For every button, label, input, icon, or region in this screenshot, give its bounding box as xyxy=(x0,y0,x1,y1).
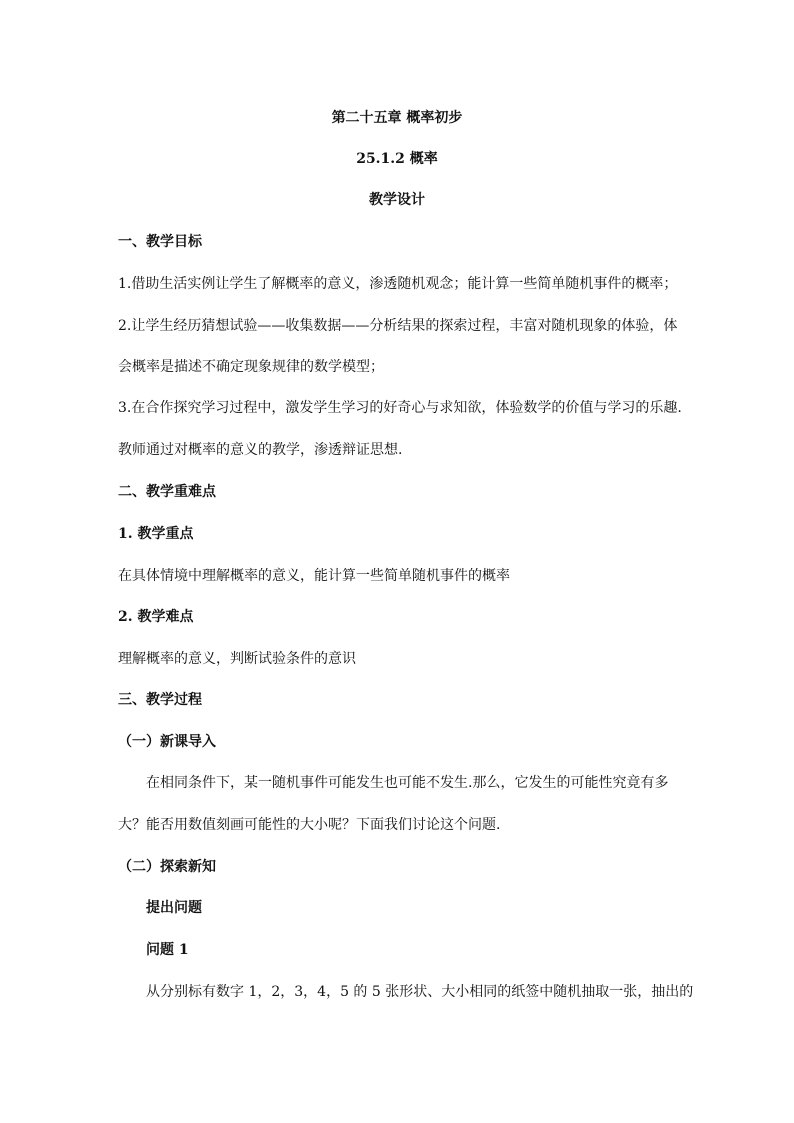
section-heading-key-points: 二、教学重难点 xyxy=(118,484,216,500)
goal-1: 1.借助生活实例让学生了解概率的意义，渗透随机观念；能计算一些简单随机事件的概率； xyxy=(118,276,678,292)
section-heading-goals: 一、教学目标 xyxy=(118,234,202,250)
goal-2-line-1: 2.让学生经历猜想试验——收集数据——分析结果的探索过程，丰富对随机现象的体验，体 xyxy=(118,318,678,334)
section-heading-process: 三、教学过程 xyxy=(118,692,202,708)
problem-1-heading: 问题 1 xyxy=(146,942,189,958)
part-1-heading: （一）新课导入 xyxy=(118,734,216,750)
difficulty-text: 理解概率的意义，判断试验条件的意识 xyxy=(118,651,356,667)
teacher-note: 教师通过对概率的意义的教学，渗透辩证思想. xyxy=(118,442,403,458)
goal-2-line-2: 会概率是描述不确定现象规律的数学模型； xyxy=(118,359,384,375)
chapter-title: 第二十五章 概率初步 xyxy=(331,110,463,126)
key-point-text: 在具体情境中理解概率的意义，能计算一些简单随机事件的概率 xyxy=(118,568,510,584)
part-1-line-2: 大？能否用数值刻画可能性的大小呢？下面我们讨论这个问题. xyxy=(118,817,501,833)
section-title: 25.1.2 概率 xyxy=(356,151,438,167)
key-point-heading: 1. 教学重点 xyxy=(118,526,194,542)
part-1-line-1: 在相同条件下，某一随机事件可能发生也可能不发生.那么，它发生的可能性究竟有多 xyxy=(146,775,669,791)
raise-question-heading: 提出问题 xyxy=(146,900,202,916)
goal-3: 3.在合作探究学习过程中，激发学生学习的好奇心与求知欲，体验数学的价值与学习的乐趣. xyxy=(118,400,682,416)
problem-1-text: 从分别标有数字 1，2，3，4，5 的 5 张形状、大小相同的纸签中随机抽取一张，抽出的 xyxy=(146,984,694,1000)
part-2-heading: （二）探索新知 xyxy=(118,859,216,875)
design-title: 教学设计 xyxy=(369,192,425,208)
difficulty-heading: 2. 教学难点 xyxy=(118,609,194,625)
